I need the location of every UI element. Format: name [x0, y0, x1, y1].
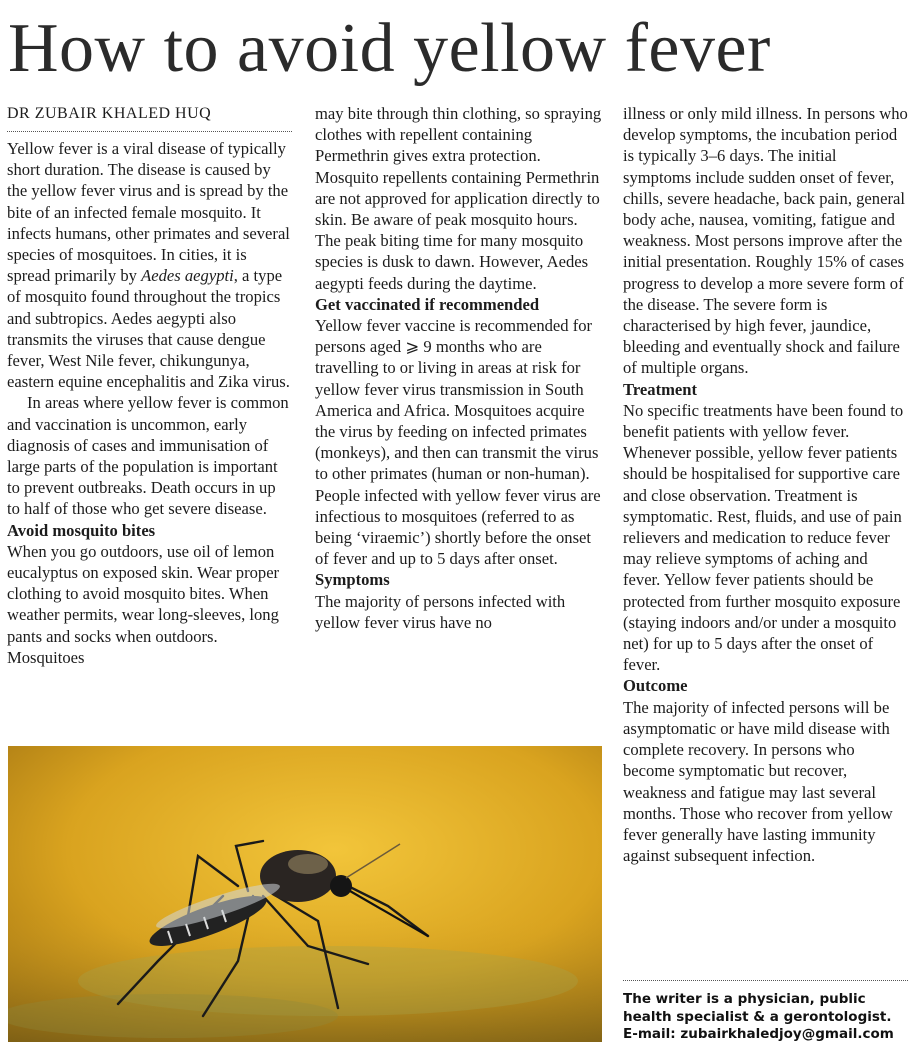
paragraph: may bite through thin clothing, so spraying clothes with repellent containing Permethrin gives extra protection. Mosquito repellents containing Permethrin are not approved for application directly to skin. Be aware of peak mosquito hours. The peak biting time for many mosquito species is dusk to dawn. However, Aedes aegypti feeds during the daytime.	[315, 104, 602, 293]
paragraph: The majority of persons infected with yellow fever virus have no	[315, 591, 566, 632]
subheading-symptoms: Symptoms	[315, 570, 390, 590]
author-email: E-mail: zubairkhaledjoy@gmail.com	[623, 1026, 894, 1042]
paragraph-intro	[7, 138, 292, 392]
subheading-avoid-mosquito-bites: Avoid mosquito bites	[7, 520, 156, 540]
paragraph: illness or only mild illness. In persons who develop symptoms, the incubation period is typically 3–6 days. The initial symptoms include sudden onset of fever, chills, severe headache, back pain, general body ache, nausea, vomiting, fatigue and weakness. Most persons improve after the initial presentation. Roughly 15% of cases progress to develop a more severe form of the disease. The severe form is characterised by high fever, jaundice, bleeding and eventually shock and failure of multiple organs.	[623, 104, 908, 378]
italic-species-name: Aedes aegypti	[141, 266, 234, 286]
paragraph: No specific treatments have been found to benefit patients with yellow fever. Whenever possible, yellow fever patients should be hospitalised for supportive care and close observation. Treatment is symptomatic. Rest, fluids, and use of pain relievers and medication to reduce fever may relieve symptoms of aching and fever. Yellow fever patients should be protected from further mosquito exposure (staying indoors and/or under a mosquito net) for up to 5 days after the onset of fever.	[623, 400, 904, 675]
footer-divider	[623, 980, 908, 981]
paragraph: Yellow fever vaccine is recommended for persons aged ⩾ 9 months who are travelling to or living in areas at risk for yellow fever virus transmission in South America and Africa. Mosquitoes acquire the virus by feeding on infected primates (monkeys), and then can transmit the virus to other primates (human or non-human). People infected with yellow fever virus are infectious to mosquitoes (referred to as being ‘viraemic’) shortly before the onset of fever and up to 5 days after onset.	[315, 316, 601, 569]
article-title: How to avoid yellow fever	[8, 10, 771, 87]
paragraph: In areas where yellow fever is common and vaccination is uncommon, early diagnosis of cases and immunisation of large parts of the population is important to prevent outbreaks. Death occurs in up to half of those who get severe disease.	[7, 393, 289, 519]
mosquito-illustration	[8, 746, 602, 1042]
column-2	[315, 103, 605, 633]
subheading-treatment: Treatment	[623, 379, 698, 399]
subheading-outcome: Outcome	[623, 676, 688, 696]
column-1	[7, 103, 292, 668]
author-note: The writer is a physician, public health specialist & a gerontologist.	[623, 991, 892, 1025]
paragraph: The majority of infected persons will be asymptomatic or have mild disease with complete recovery. In persons who become symptomatic but recover, weakness and fatigue may last several months. Those who recover from yellow fever generally have lasting immunity against subsequent infection.	[623, 697, 893, 866]
subheading-get-vaccinated: Get vaccinated if recommended	[315, 294, 540, 314]
mosquito-photo	[8, 746, 602, 1042]
column-3	[623, 103, 908, 866]
byline-divider	[7, 131, 292, 132]
byline: DR ZUBAIR KHALED HUQ	[7, 105, 212, 122]
text-span: Yellow fever is a viral disease of typically short duration. The disease is caused by the yellow fever virus and is spread by the bite of an infected female mosquito. It infects humans, other primates and several species of mosquitoes. In cities, it is spread primarily by	[7, 139, 290, 286]
paragraph: When you go outdoors, use oil of lemon eucalyptus on exposed skin. Wear proper clothing to avoid mosquito bites. When weather permits, wear long-sleeves, long pants and socks when outdoors. Mosquitoes	[7, 541, 280, 667]
author-footer	[623, 980, 908, 1044]
text-span: , a type of mosquito found throughout the tropics and subtropics. Aedes aegypti also transmits the viruses that cause dengue fever, West Nile fever, chikungunya, eastern equine encephalitis and Zika virus.	[7, 266, 290, 392]
